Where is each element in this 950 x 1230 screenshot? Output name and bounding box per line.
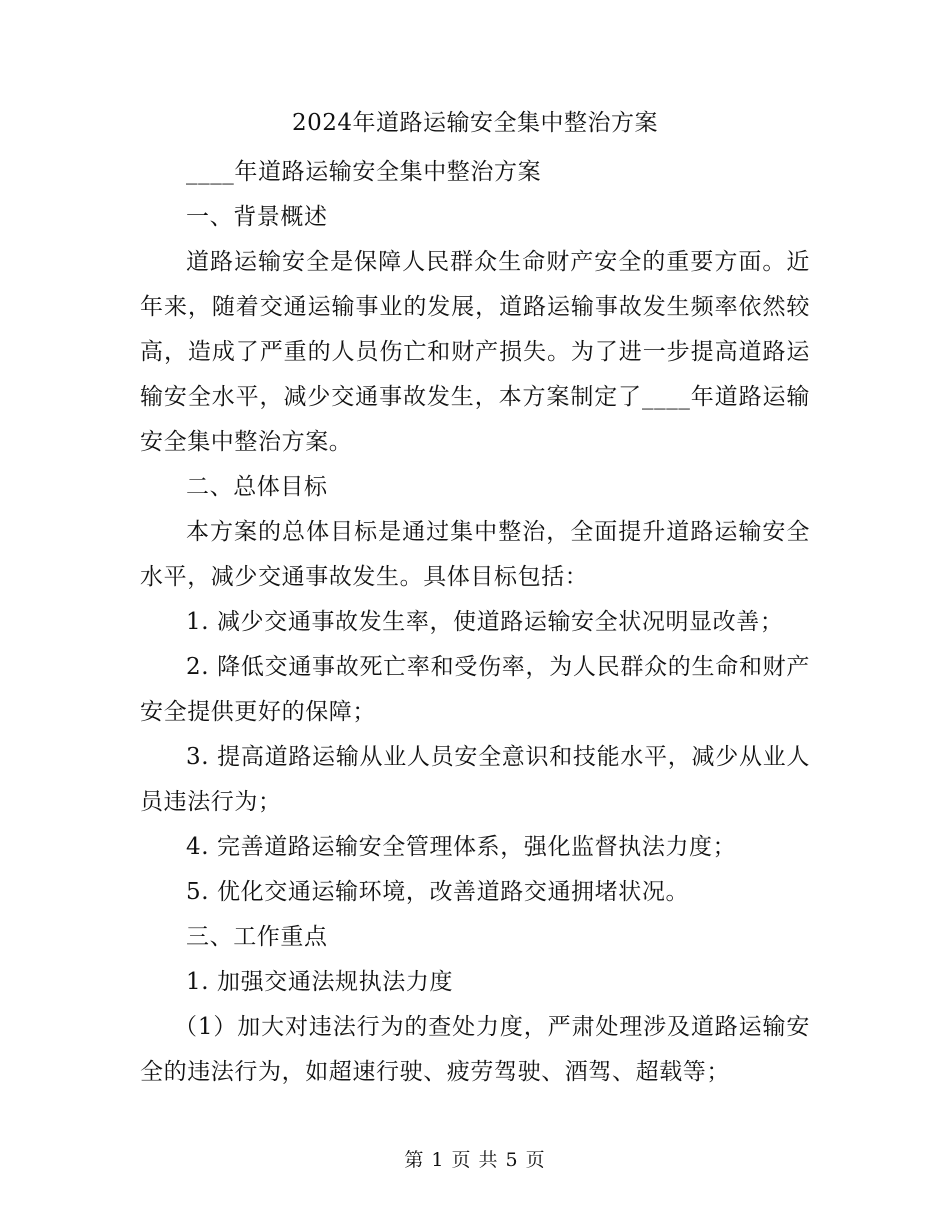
list-item: 4. 完善道路运输安全管理体系，强化监督执法力度；	[186, 834, 737, 860]
list-item: 1. 减少交通事故发生率，使道路运输安全状况明显改善；	[186, 609, 784, 635]
section-heading: 一、背景概述	[186, 204, 328, 230]
list-item: 5. 优化交通运输环境，改善道路交通拥堵状况。	[186, 879, 690, 905]
body-paragraph: 本方案的总体目标是通过集中整治，全面提升道路运输安全水平，减少交通事故发生。具体目标包括：	[140, 519, 810, 590]
list-item: 3. 提高道路运输从业人员安全意识和技能水平，减少从业人员违法行为；	[140, 744, 810, 815]
page-footer: 第 1 页 共 5 页	[404, 1149, 546, 1171]
section-heading: 二、总体目标	[186, 474, 328, 500]
list-item: 2. 降低交通事故死亡率和受伤率，为人民群众的生命和财产安全提供更好的保障；	[140, 654, 810, 725]
subtitle-paragraph: ____年道路运输安全集中整治方案	[186, 159, 542, 185]
body-paragraph: 道路运输安全是保障人民群众生命财产安全的重要方面。近年来，随着交通运输事业的发展，道路运输事故发生频率依然较高，造成了严重的人员伤亡和财产损失。为了进一步提高道路运输安全水平，减少交通事故发生，本方案制定了____年道路运输安全集中整治方案。	[140, 249, 810, 455]
document-title: 2024年道路运输安全集中整治方案	[291, 110, 659, 136]
list-item: （1）加大对违法行为的查处力度，严肃处理涉及道路运输安全的违法行为，如超速行驶、疲劳驾驶、酒驾、超载等；	[140, 1014, 810, 1085]
subsection-heading: 1. 加强交通法规执法力度	[186, 969, 454, 995]
section-heading: 三、工作重点	[186, 924, 328, 950]
document-body	[140, 150, 810, 1095]
